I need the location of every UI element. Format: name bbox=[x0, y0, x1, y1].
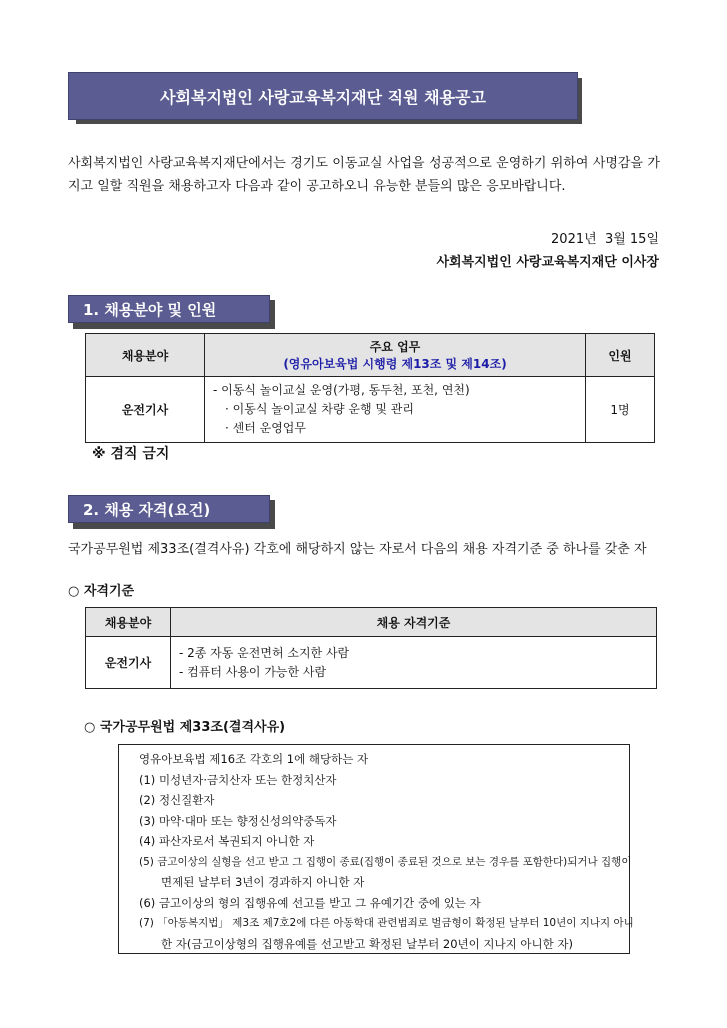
section2-heading-text: 2. 채용 자격(요건) bbox=[83, 500, 211, 519]
table-row bbox=[86, 637, 657, 689]
disqual-item: 영유아보육법 제16조 각호의 1에 해당하는 자 bbox=[139, 752, 369, 766]
row-field: 운전기사 bbox=[86, 377, 205, 443]
col-field-header: 채용분야 bbox=[86, 334, 205, 377]
col-duties-header bbox=[205, 334, 586, 377]
section1-heading bbox=[68, 295, 270, 323]
duty-line: - 이동식 놀이교실 운영(가평, 동두천, 포천, 연천) bbox=[213, 383, 470, 397]
disqual-item: (6) 금고이상의 형의 집행유예 선고를 받고 그 유예기간 중에 있는 자 bbox=[139, 895, 481, 910]
disqual-item: (7) 「아동복지법」 제3조 제7호2에 다른 아동학대 관련범죄로 벌금형이 확정된 날부터 10년이 지나지 아니 bbox=[139, 917, 634, 929]
col-field-header: 채용분야 bbox=[86, 608, 171, 637]
table-row bbox=[86, 377, 655, 443]
disqual-item: 면제된 날부터 3년이 경과하지 아니한 자 bbox=[161, 875, 365, 889]
page-title bbox=[68, 72, 578, 120]
row-criteria bbox=[171, 637, 657, 689]
disqual-item: (4) 파산자로서 복권되지 아니한 자 bbox=[139, 834, 315, 848]
disqualification-heading: ○ 국가공무원법 제33조(결격사유) bbox=[84, 720, 286, 735]
col-duties-subtitle: (영유아보육법 시행령 제13조 및 제14조) bbox=[283, 357, 507, 371]
row-count: 1명 bbox=[586, 377, 655, 443]
qualification-description: 국가공무원법 제33조(결격사유) 각호에 해당하지 않는 자로서 다음의 채용 자격기준 중 하나를 갖춘 자 bbox=[68, 542, 647, 557]
issuer: 사회복지법인 사랑교육복지재단 이사장 bbox=[436, 255, 659, 270]
concurrent-work-note: ※ 겸직 금지 bbox=[92, 446, 170, 462]
disqual-item: (1) 미성년자·금치산자 또는 한정치산자 bbox=[139, 772, 337, 787]
section1-heading-text: 1. 채용분야 및 인원 bbox=[83, 300, 217, 319]
announcement-date: 2021년 3월 15일 bbox=[551, 232, 659, 247]
row-duties bbox=[205, 377, 586, 443]
criteria-line: - 컴퓨터 사용이 가능한 사람 bbox=[179, 664, 327, 679]
col-duties-title: 주요 업무 bbox=[369, 340, 421, 354]
duty-line: · 이동식 놀이교실 차량 운행 및 관리 bbox=[225, 402, 414, 416]
col-criteria-header: 채용 자격기준 bbox=[171, 608, 657, 637]
disqual-item: (2) 정신질환자 bbox=[139, 793, 215, 807]
criteria-line: - 2종 자동 운전면허 소지한 사람 bbox=[179, 645, 350, 660]
page-title-text: 사회복지법인 사랑교육복지재단 직원 채용공고 bbox=[160, 87, 486, 107]
disqual-item: 한 자(금고이상형의 집행유예를 선고받고 확정된 날부터 20년이 지나지 아니한 자) bbox=[161, 936, 573, 951]
criteria-heading: ○ 자격기준 bbox=[68, 584, 135, 599]
intro-paragraph: 사회복지법인 사랑교육복지재단에서는 경기도 이동교실 사업을 성공적으로 운영하기 위하여 사명감을 가지고 일할 직원을 채용하고자 다음과 같이 공고하오니 유능한 분들의 많은 응모바랍니다. bbox=[68, 156, 660, 194]
recruitment-table bbox=[85, 333, 655, 443]
row-field: 운전기사 bbox=[86, 637, 171, 689]
disqualification-box bbox=[118, 744, 634, 954]
col-count-header: 인원 bbox=[586, 334, 655, 377]
disqual-item: (5) 금고이상의 실형을 선고 받고 그 집행이 종료(집행이 종료된 것으로 보는 경우를 포함한다)되거나 집행이 bbox=[139, 855, 632, 868]
duty-line: · 센터 운영업무 bbox=[225, 421, 306, 435]
section2-heading bbox=[68, 495, 270, 523]
criteria-table bbox=[85, 607, 657, 689]
disqual-item: (3) 마약·대마 또는 향정신성의약중독자 bbox=[139, 813, 337, 828]
